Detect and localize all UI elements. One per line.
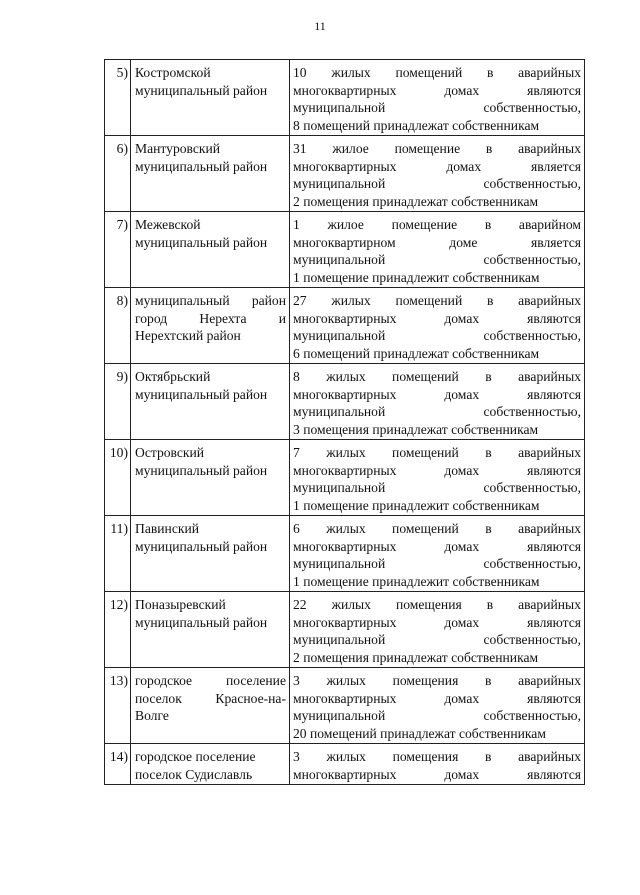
district-name [131, 516, 290, 592]
description-line: муниципальной собственностью, [293, 100, 581, 115]
table-row [105, 744, 585, 785]
description-line: 1 помещение принадлежит собственникам [293, 497, 540, 513]
table-row [105, 212, 585, 288]
description-line: многоквартирных домах является [293, 158, 581, 174]
description-line: 1 жилое помещение в аварийном [293, 217, 581, 232]
description-line: 31 жилое помещение в аварийных [293, 141, 581, 156]
description-line: многоквартирном доме является [293, 234, 581, 250]
housing-description [290, 744, 585, 785]
district-name-line: Октябрьский [135, 369, 211, 384]
description-line: муниципальной собственностью, [293, 176, 581, 191]
district-name [131, 440, 290, 516]
description-line: многоквартирных домах являются [293, 766, 581, 782]
district-name-line: муниципальный район [135, 234, 268, 250]
district-name-line: муниципальный район [135, 82, 268, 98]
housing-description [290, 136, 585, 212]
district-name-line: город Нерехта и [135, 310, 286, 326]
district-name-line: поселок Судиславль [135, 766, 253, 782]
description-line: многоквартирных домах являются [293, 386, 581, 402]
district-name [131, 136, 290, 212]
description-line: многоквартирных домах являются [293, 690, 581, 706]
district-name-line: городское поселение [135, 749, 256, 764]
table-row [105, 136, 585, 212]
description-line: 7 жилых помещений в аварийных [293, 445, 581, 460]
description-line: многоквартирных домах являются [293, 614, 581, 630]
district-name-line: Мантуровский [135, 141, 221, 156]
district-name-line: Поназыревский [135, 597, 226, 612]
description-line: 8 помещений принадлежат собственникам [293, 117, 540, 133]
description-line: многоквартирных домах являются [293, 310, 581, 326]
housing-description [290, 440, 585, 516]
description-line: муниципальной собственностью, [293, 632, 581, 647]
table-row [105, 516, 585, 592]
row-number: 8) [105, 288, 131, 364]
description-line: 3 жилых помещения в аварийных [293, 749, 581, 764]
description-line: 20 помещений принадлежат собственникам [293, 725, 546, 741]
description-line: 8 жилых помещений в аварийных [293, 369, 581, 384]
district-name-line: Павинский [135, 521, 200, 536]
district-name [131, 288, 290, 364]
description-line: 3 помещения принадлежат собственникам [293, 421, 539, 437]
district-name-line: Межевской [135, 217, 201, 232]
description-line: многоквартирных домах являются [293, 82, 581, 98]
housing-description [290, 516, 585, 592]
description-line: муниципальной собственностью, [293, 328, 581, 343]
description-line: муниципальной собственностью, [293, 480, 581, 495]
district-name [131, 212, 290, 288]
row-number: 10) [105, 440, 131, 516]
row-number: 7) [105, 212, 131, 288]
table-row [105, 288, 585, 364]
district-name-line: Костромской [135, 65, 211, 80]
district-name-line: Островский [135, 445, 205, 460]
districts-table [104, 59, 585, 785]
description-line: муниципальной собственностью, [293, 708, 581, 723]
description-line: 2 помещения принадлежат собственникам [293, 649, 539, 665]
table-row [105, 364, 585, 440]
housing-description [290, 288, 585, 364]
housing-description [290, 364, 585, 440]
description-line: 6 помещений принадлежат собственникам [293, 345, 540, 361]
housing-description [290, 592, 585, 668]
row-number: 6) [105, 136, 131, 212]
district-name [131, 60, 290, 136]
page-number: 11 [314, 19, 326, 33]
row-number: 9) [105, 364, 131, 440]
table-body [105, 60, 585, 785]
district-name-line: муниципальный район [135, 293, 286, 308]
description-line: муниципальной собственностью, [293, 556, 581, 571]
district-name-line: поселок Красное-на- [135, 690, 286, 706]
table-row [105, 592, 585, 668]
district-name [131, 668, 290, 744]
description-line: муниципальной собственностью, [293, 252, 581, 267]
description-line: 1 помещение принадлежит собственникам [293, 269, 540, 285]
table-row [105, 668, 585, 744]
row-number: 5) [105, 60, 131, 136]
description-line: 2 помещения принадлежат собственникам [293, 193, 539, 209]
district-name-line: Нерехтский район [135, 328, 241, 343]
description-line: 1 помещение принадлежит собственникам [293, 573, 540, 589]
description-line: многоквартирных домах являются [293, 462, 581, 478]
district-name-line: муниципальный район [135, 538, 268, 554]
description-line: 22 жилых помещения в аварийных [293, 597, 581, 612]
district-name-line: муниципальный район [135, 614, 268, 630]
district-name [131, 592, 290, 668]
table-row [105, 60, 585, 136]
district-name-line: Волге [135, 708, 169, 723]
district-name-line: городское поселение [135, 673, 286, 688]
row-number: 12) [105, 592, 131, 668]
description-line: многоквартирных домах являются [293, 538, 581, 554]
table-row [105, 440, 585, 516]
row-number: 13) [105, 668, 131, 744]
row-number: 11) [105, 516, 131, 592]
description-line: 10 жилых помещений в аварийных [293, 65, 581, 80]
housing-description [290, 60, 585, 136]
district-name [131, 744, 290, 785]
housing-description [290, 668, 585, 744]
description-line: 3 жилых помещения в аварийных [293, 673, 581, 688]
district-name [131, 364, 290, 440]
district-name-line: муниципальный район [135, 462, 268, 478]
district-name-line: муниципальный район [135, 386, 268, 402]
description-line: 27 жилых помещений в аварийных [293, 293, 581, 308]
district-name-line: муниципальный район [135, 158, 268, 174]
housing-description [290, 212, 585, 288]
description-line: 6 жилых помещений в аварийных [293, 521, 581, 536]
row-number: 14) [105, 744, 131, 785]
description-line: муниципальной собственностью, [293, 404, 581, 419]
